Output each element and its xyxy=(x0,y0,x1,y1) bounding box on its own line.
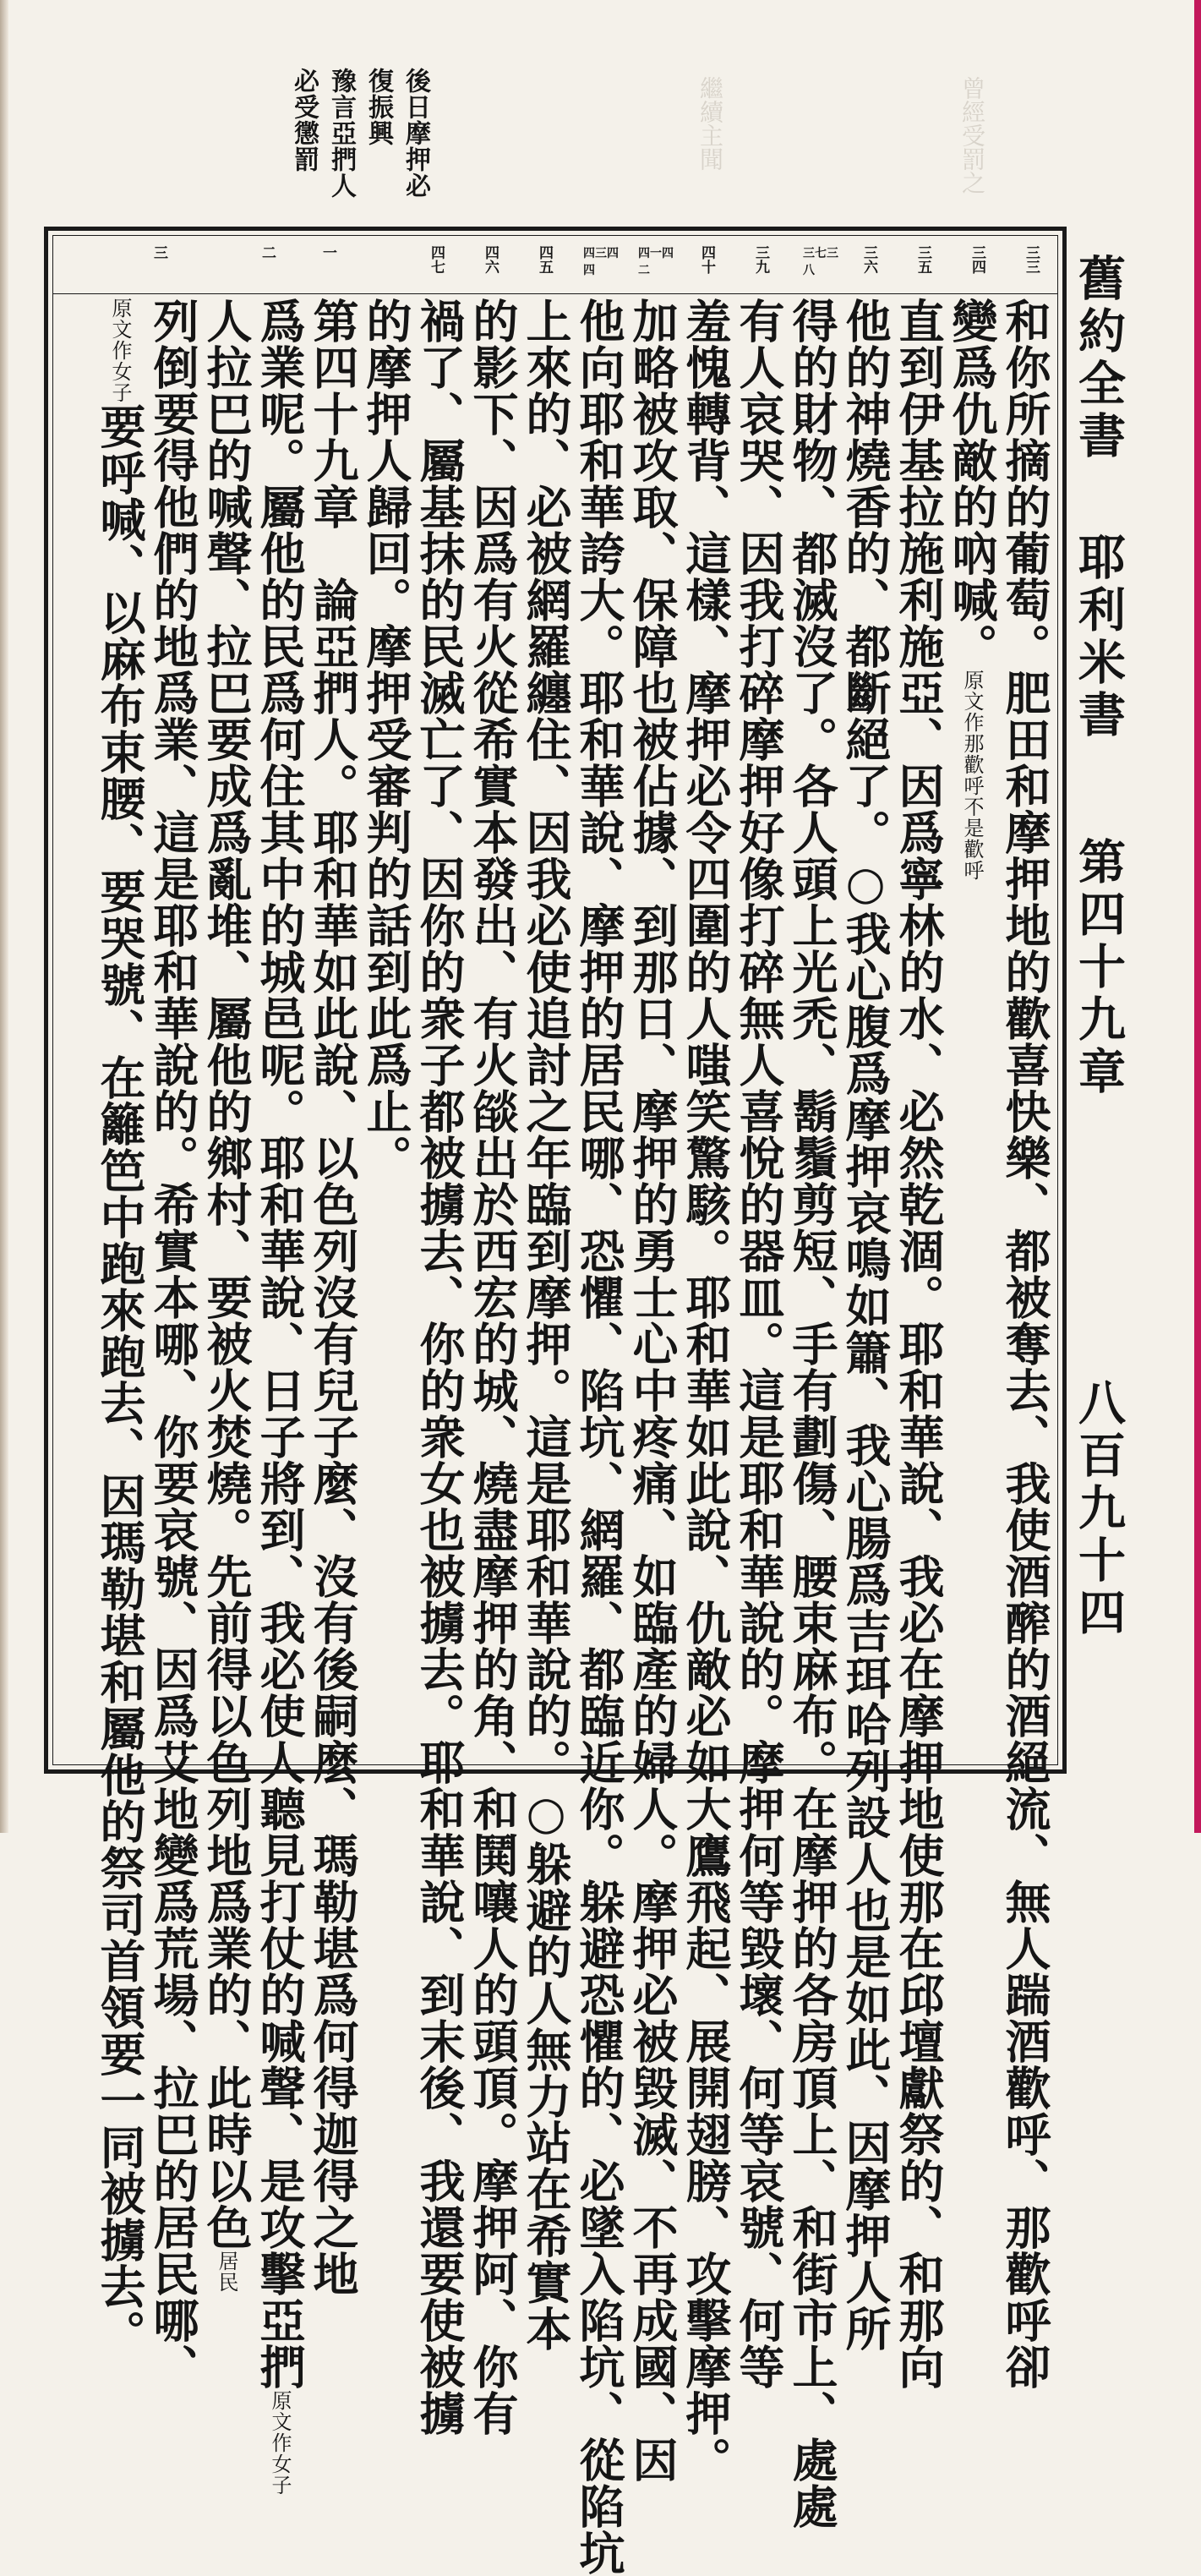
verse-number: 四一四二 xyxy=(638,247,674,277)
text-column: 的摩押人歸回。摩押受審判的話到此爲止。 xyxy=(359,298,413,1181)
page-number: 八百九十四 xyxy=(1071,1378,1127,1640)
book-name: 耶利米書 xyxy=(1071,533,1127,742)
text-column: 第四十九章 論亞捫人。耶和華如此說、以色列沒有兒子麼、沒有後嗣麼、瑪勒堪爲何得迦得之地 xyxy=(306,298,360,2297)
book-title: 舊約全書 xyxy=(1071,254,1127,463)
text-column: 加略被攻取、保障也被佔據、到那日、摩押的勇士心中疼痛、如臨產的婦人。摩押必被毀滅、不再成國、因 xyxy=(625,298,680,2483)
verse-number: 四七 xyxy=(428,245,445,274)
show-through-text: 繼續主聞 xyxy=(696,76,724,171)
main-text xyxy=(59,298,1053,2576)
margin-note-line: 後日摩押必 xyxy=(401,68,430,199)
verse-number: 四三四四 xyxy=(583,247,619,277)
verse-number: 四六 xyxy=(482,245,499,274)
verse-number: 四五 xyxy=(536,245,553,274)
text-column: 列倒要得他們的地爲業、這是耶和華說的。希實本哪、你要哀號、因爲艾地變爲荒場、拉巴的居民哪、 xyxy=(146,298,200,2390)
text-column: 原文作女子要呼喊、以麻布束腰、要哭號、在籬笆中跑來跑去、因瑪勒堪和屬他的祭司首領要一同被擄去。 xyxy=(93,298,147,2356)
verse-number: 二 xyxy=(259,245,276,260)
annotation: 原文作女子 xyxy=(108,298,132,403)
running-header xyxy=(1072,254,1139,1775)
verse-number: 一 xyxy=(319,245,336,260)
margin-note xyxy=(287,68,431,228)
text-column: 人拉巴的喊聲、拉巴要成爲亂堆、屬他的鄉村、要被火焚燒。先前得以色列地爲業的、此時以色居民 xyxy=(199,298,254,2293)
text-column: 上來的、必被網羅纏住、因我必使追討之年臨到摩押。這是耶和華說的。○躲避的人無力站在希實本 xyxy=(519,298,573,2352)
text-column: 得的財物、都滅沒了。各人頭上光禿、鬍鬚剪短、手有劃傷、腰束麻布。在摩押的各房頂上、和街市上、處處 xyxy=(785,298,839,2530)
verse-number: 三五 xyxy=(914,245,931,274)
text-column: 他向耶和華誇大。耶和華說、摩押的居民哪、恐懼、陷坑、網羅、都臨近你。躲避恐懼的、必墜入陷坑、從陷坑 xyxy=(572,298,626,2576)
page-edge xyxy=(1194,0,1201,1833)
verse-number: 四十 xyxy=(698,245,715,274)
verse-number: 三七三八 xyxy=(803,247,838,277)
verse-number: 三九 xyxy=(752,245,769,274)
annotation: 原文作女子 xyxy=(268,2390,292,2496)
text-column: 直到伊基拉施利施亞、因爲寧林的水、必然乾涸。耶和華說、我必在摩押地使那在邱壇獻祭的、和那向 xyxy=(892,298,946,2390)
margin-note-line: 必受懲罰 xyxy=(289,68,319,172)
margin-note-line: 豫言亞捫人 xyxy=(326,68,356,199)
text-column: 爲業呢。屬他的民爲何住其中的城邑呢。耶和華說、日子將到、我必使人聽見打仗的喊聲、是攻擊亞捫原文作女子 xyxy=(253,298,307,2496)
verse-number: 三 xyxy=(150,245,167,260)
text-column: 他的神燒香的、都斷絕了。○我心腹爲摩押哀鳴如簫、我心腸爲吉珥哈列設人也是如此、因摩押人所 xyxy=(838,298,893,2352)
verse-number: 三六 xyxy=(860,245,877,274)
page-gutter-shadow xyxy=(0,0,8,1833)
annotation: 居民 xyxy=(215,2251,238,2293)
verse-number: 三三 xyxy=(1023,245,1040,274)
annotation: 原文作那歡呼不是歡呼 xyxy=(960,670,984,881)
text-column: 變爲仇敵的吶喊。原文作那歡呼不是歡呼 xyxy=(945,298,999,881)
text-column: 有人哀哭、因我打碎摩押好像打碎無人喜悅的器皿。這是耶和華說的。摩押何等毀壞、何等哀號、何等 xyxy=(732,298,786,2390)
text-column: 羞愧轉背、這樣、摩押必令四圍的人嗤笑驚駭。耶和華如此說、仇敵必如大鷹飛起、展開翅膀、攻擊摩押。 xyxy=(679,298,733,2483)
margin-note-line: 復振興 xyxy=(363,68,393,146)
verse-number: 三四 xyxy=(969,245,985,274)
text-column: 的影下、因爲有火從希實本發出、有火燄出於西宏的城、燒盡摩押的角、和鬨嚷人的頭頂。摩押阿、你有 xyxy=(466,298,520,2437)
chapter-heading: 第四十九章 xyxy=(1071,837,1127,1099)
show-through-text: 曾經受罰之 xyxy=(958,76,986,194)
text-column: 和你所摘的葡萄。肥田和摩押地的歡喜快樂、都被奪去、我使酒醡的酒絕流、無人踹酒歡呼、那歡呼卻 xyxy=(998,298,1052,2390)
verse-numbers xyxy=(59,245,1055,292)
text-column: 禍了、屬基抹的民滅亡了、因你的衆子都被擄去、你的衆女也被擄去。耶和華說、到末後、我還要使被擄 xyxy=(412,298,467,2437)
